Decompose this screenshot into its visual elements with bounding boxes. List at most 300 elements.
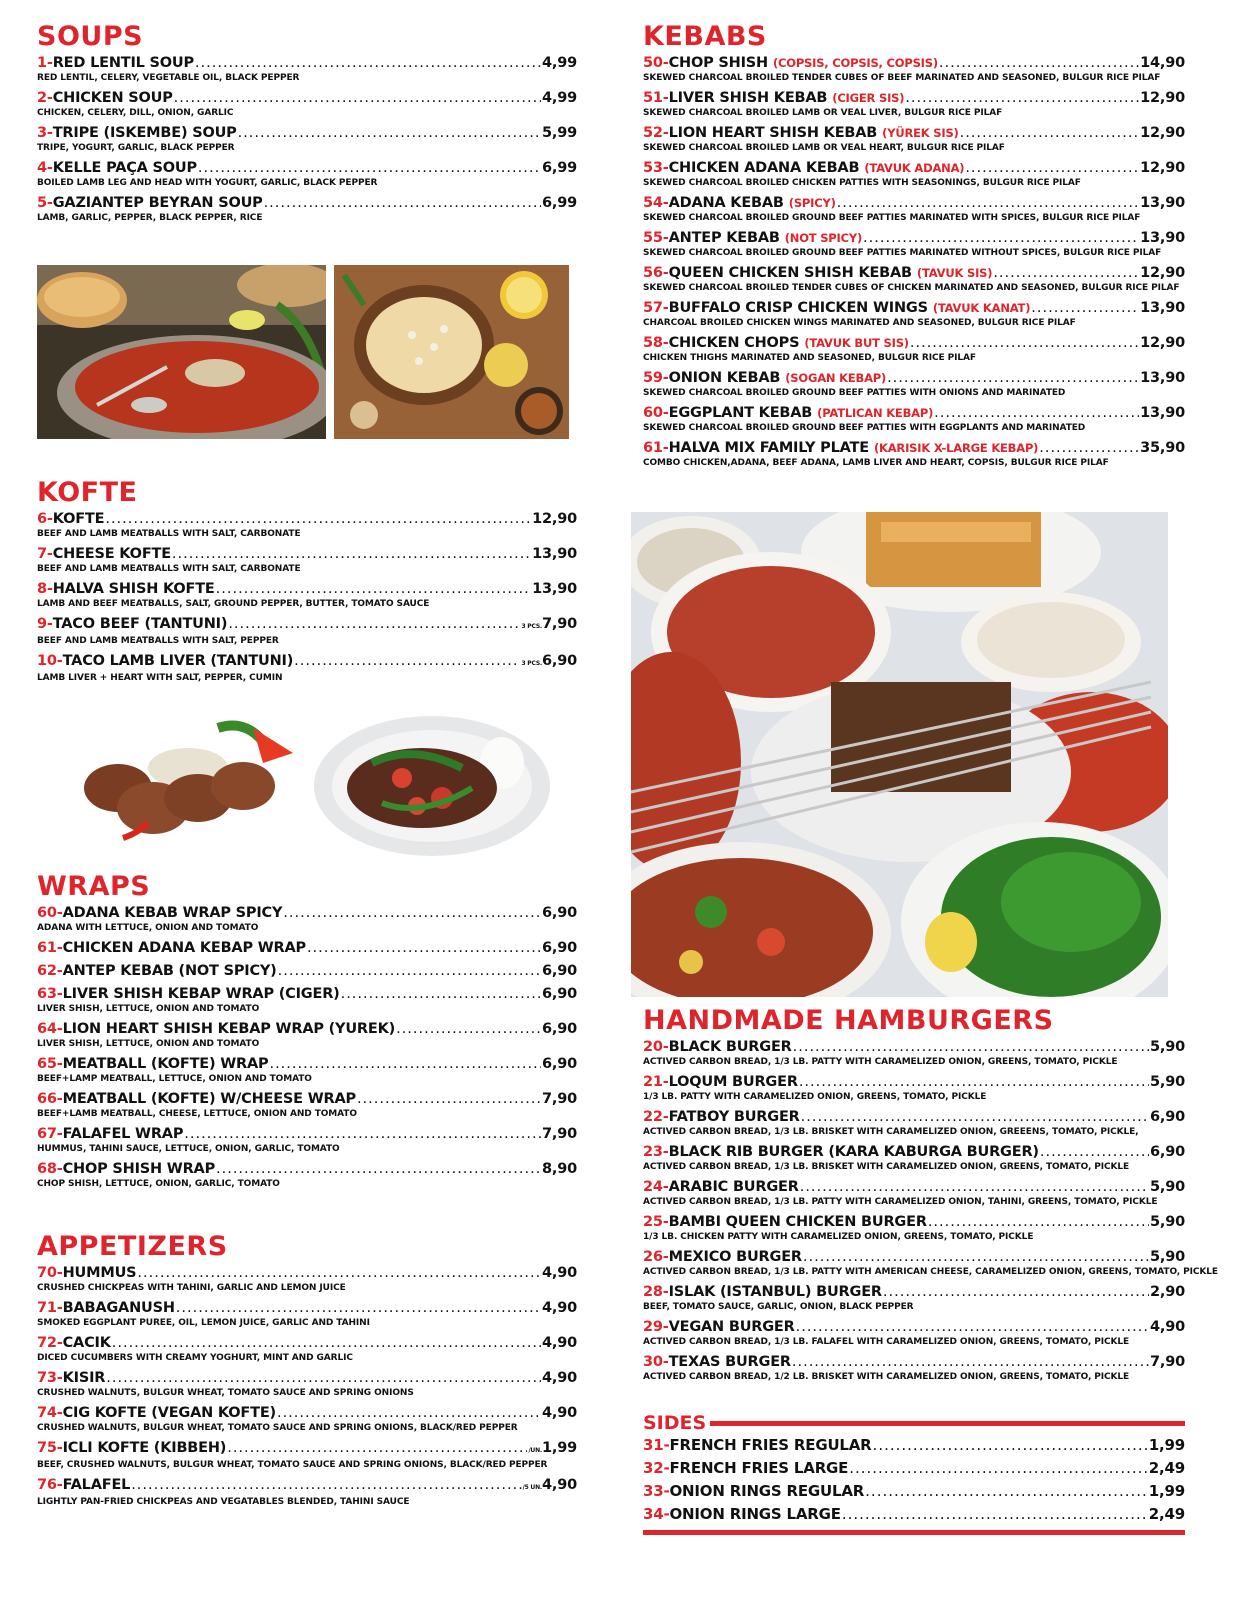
item-description: LAMB LIVER + HEART WITH SALT, PEPPER, CUMIN	[37, 673, 283, 683]
item-number: 60-	[643, 405, 669, 421]
item-number: 30-	[643, 1354, 669, 1370]
item-name: ONION RINGS LARGE	[669, 1505, 841, 1523]
section-title-hamburgers: HANDMADE HAMBURGERS	[643, 1005, 1054, 1036]
item-name: CHICKEN SOUP	[52, 90, 173, 106]
menu-item	[37, 1125, 577, 1155]
item-number: 23-	[643, 1144, 669, 1160]
item-number: 58-	[643, 335, 669, 351]
dot-leader	[873, 1434, 1148, 1457]
dot-leader	[934, 404, 1139, 423]
item-number: 59-	[643, 370, 669, 386]
item-price: 6,90	[542, 963, 577, 979]
menu-item	[37, 904, 577, 934]
menu-item-row	[37, 652, 577, 673]
dot-leader	[174, 89, 541, 108]
item-price: 14,90	[1140, 55, 1185, 71]
dot-leader	[105, 510, 531, 529]
menu-item	[643, 1143, 1185, 1173]
dot-leader	[842, 1503, 1148, 1526]
dot-leader	[195, 54, 541, 73]
item-description: ADANA WITH LETTUCE, ONION AND TOMATO	[37, 923, 259, 933]
menu-item-row	[37, 1369, 577, 1388]
item-name: ADANA KEBAB	[668, 195, 784, 211]
dot-leader	[216, 1160, 541, 1179]
item-description: LAMB, GARLIC, PEPPER, BLACK PEPPER, RICE	[37, 213, 263, 223]
item-description: BEEF AND LAMB MEATBALLS WITH SALT, CARBONATE	[37, 529, 301, 539]
item-number: 50-	[643, 55, 669, 71]
dot-leader	[396, 1020, 541, 1039]
menu-item-row	[643, 439, 1185, 458]
item-number: 4-	[37, 160, 53, 176]
menu-item	[37, 1160, 577, 1190]
item-price: 6,90	[542, 986, 577, 1002]
dot-leader	[264, 194, 541, 213]
item-price: 4,90	[1150, 1319, 1185, 1335]
item-number: 61-	[643, 440, 669, 456]
item-alt-name: (TAVUK ADANA)	[864, 161, 965, 175]
item-price: 6,90	[1150, 1144, 1185, 1160]
item-description: COMBO CHICKEN,ADANA, BEEF ADANA, LAMB LIVER AND HEART, COPSIS, BULGUR RICE PILAF	[643, 458, 1109, 468]
section-kebabs	[643, 20, 1185, 474]
item-price: 5,90	[1150, 1179, 1185, 1195]
section-title-wraps: WRAPS	[37, 871, 151, 902]
menu-item-row	[643, 1143, 1185, 1162]
item-price: 4,90	[542, 1477, 577, 1493]
item-description: SKEWED CHARCOAL BROILED GROUND BEEF PATTIES MARINATED WITHOUT SPICES, BULGUR RICE PILAF	[643, 248, 1162, 258]
item-description: LIVER SHISH, LETTUCE, ONION AND TOMATO	[37, 1004, 260, 1014]
item-description: ACTIVED CARBON BREAD, 1/2 LB. BRISKET WITH CARAMELIZED ONION, GREENS, TOMATO, PICKLE	[643, 1372, 1130, 1382]
menu-item-row	[643, 1073, 1185, 1092]
dot-leader	[863, 229, 1139, 248]
item-alt-name: (SOGAN KEBAP)	[785, 371, 887, 385]
dot-leader	[137, 1264, 541, 1283]
item-price: 13,90	[532, 581, 577, 597]
menu-item-row	[643, 159, 1185, 178]
menu-item-row	[37, 1439, 577, 1460]
item-description: CHARCOAL BROILED CHICKEN WINGS MARINATED AND SEASONED, BULGUR RICE PILAF	[643, 318, 1076, 328]
menu-item-row	[643, 229, 1185, 248]
item-price: 6,90	[542, 1021, 577, 1037]
item-name: HALVA SHISH KOFTE	[52, 581, 215, 597]
kebabs-list	[643, 54, 1185, 469]
menu-item	[643, 1108, 1185, 1138]
dot-leader	[928, 1213, 1149, 1232]
item-number: 70-	[37, 1265, 63, 1281]
item-name: MEATBALL (KOFTE) W/CHEESE WRAP	[62, 1091, 356, 1107]
tantuni-plate-photo	[312, 708, 552, 858]
item-price: 6,90	[542, 940, 577, 956]
dot-leader	[796, 1318, 1149, 1337]
item-name: FALAFEL WRAP	[62, 1126, 184, 1142]
item-number: 71-	[37, 1300, 63, 1316]
item-alt-name: (PATLICAN KEBAP)	[817, 406, 934, 420]
dot-leader	[172, 545, 531, 564]
item-name: VEGAN BURGER	[668, 1319, 795, 1335]
menu-item-row	[643, 1038, 1185, 1057]
dot-leader	[803, 1248, 1149, 1267]
item-name: CIG KOFTE (VEGAN KOFTE)	[62, 1405, 276, 1421]
item-number: 60-	[37, 905, 63, 921]
menu-item	[643, 1503, 1185, 1526]
item-price: 12,90	[1140, 265, 1185, 281]
item-number: 9-	[37, 616, 53, 632]
item-name: TEXAS BURGER	[668, 1354, 791, 1370]
item-price: 8,90	[542, 1161, 577, 1177]
dot-leader	[792, 1353, 1149, 1372]
item-price: 12,90	[1140, 335, 1185, 351]
item-name: FRENCH FRIES LARGE	[669, 1459, 849, 1477]
menu-item	[643, 229, 1185, 259]
item-price: 7,90	[1150, 1354, 1185, 1370]
item-name: ANTEP KEBAB	[668, 230, 780, 246]
menu-item	[37, 89, 577, 119]
item-name: RED LENTIL SOUP	[52, 55, 194, 71]
menu-item-row	[37, 545, 577, 564]
dot-leader	[269, 1055, 541, 1074]
item-name: BAMBI QUEEN CHICKEN BURGER	[668, 1214, 927, 1230]
item-price: 7,90	[542, 1091, 577, 1107]
menu-item-row	[37, 1404, 577, 1423]
menu-item	[37, 545, 577, 575]
item-quantity: /5 UN.	[522, 1484, 543, 1491]
item-name: CACIK	[62, 1335, 111, 1351]
item-description: ACTIVED CARBON BREAD, 1/3 LB. BRISKET WITH CARAMELIZED ONION, GREENS, TOMATO, PICKLE	[643, 1162, 1130, 1172]
item-price: 4,90	[542, 1405, 577, 1421]
item-name: CHICKEN ADANA KEBAP WRAP	[62, 940, 306, 956]
menu-item	[643, 439, 1185, 469]
menu-item-row	[37, 904, 577, 923]
item-name: CHICKEN ADANA KEBAB	[668, 160, 860, 176]
item-price: 5,99	[542, 125, 577, 141]
item-price: 7,90	[542, 1126, 577, 1142]
menu-item	[643, 159, 1185, 189]
item-description: ACTIVED CARBON BREAD, 1/3 LB. FALAFEL WITH CARAMELIZED ONION, GREENS, TOMATO, PICKLE	[643, 1337, 1130, 1347]
item-quantity: 3 PCS.	[521, 660, 543, 667]
item-alt-name: (YÜREK SIS)	[882, 126, 959, 140]
item-price: 6,99	[542, 195, 577, 211]
section-sides	[643, 1412, 1185, 1535]
item-name: BABAGANUSH	[62, 1300, 175, 1316]
item-price: 6,90	[542, 653, 577, 669]
sides-list	[643, 1434, 1185, 1526]
menu-item-row	[37, 1334, 577, 1353]
item-number: 76-	[37, 1477, 63, 1493]
item-number: 54-	[643, 195, 669, 211]
menu-item-row	[37, 939, 577, 958]
section-kofte	[37, 476, 577, 689]
item-name: CHEESE KOFTE	[52, 546, 171, 562]
menu-item-row	[643, 124, 1185, 143]
menu-item	[37, 615, 577, 647]
dot-leader	[965, 159, 1139, 178]
dot-leader	[905, 89, 1139, 108]
item-price: 13,90	[1140, 300, 1185, 316]
menu-item	[37, 194, 577, 224]
section-title-kofte: KOFTE	[37, 477, 138, 508]
menu-item	[643, 1073, 1185, 1103]
item-number: 72-	[37, 1335, 63, 1351]
item-description: CHICKEN, CELERY, DILL, ONION, GARLIC	[37, 108, 234, 118]
menu-item	[643, 54, 1185, 84]
menu-item-row	[643, 1283, 1185, 1302]
item-name: KISIR	[62, 1370, 106, 1386]
item-number: 26-	[643, 1249, 669, 1265]
item-description: SKEWED CHARCOAL BROILED TENDER CUBES OF CHICKEN MARINATED AND SEASONED, BULGUR RICE PILAF	[643, 283, 1180, 293]
item-number: 55-	[643, 230, 669, 246]
dot-leader	[960, 124, 1140, 143]
soup-white-photo	[334, 265, 569, 439]
item-description: LIGHTLY PAN-FRIED CHICKPEAS AND VEGATABLES BLENDED, TAHINI SAUCE	[37, 1497, 410, 1507]
item-description: ACTIVED CARBON BREAD, 1/3 LB. PATTY WITH CARAMELIZED ONION, GREENS, TOMATO, PICKLE	[643, 1057, 1118, 1067]
item-price: 6,90	[1150, 1109, 1185, 1125]
item-name: BUFFALO CRISP CHICKEN WINGS	[668, 300, 928, 316]
section-title-sides: SIDES	[643, 1412, 707, 1434]
menu-item-row	[37, 985, 577, 1004]
dot-leader	[910, 334, 1139, 353]
item-price: 5,90	[1150, 1249, 1185, 1265]
item-price: 12,90	[1140, 90, 1185, 106]
dot-leader	[228, 615, 520, 634]
item-price: 4,90	[542, 1335, 577, 1351]
dot-leader	[865, 1480, 1148, 1503]
item-price: 5,90	[1150, 1074, 1185, 1090]
menu-item-row	[643, 264, 1185, 283]
item-number: 22-	[643, 1109, 669, 1125]
item-number: 28-	[643, 1284, 669, 1300]
item-alt-name: (TAVUK SIS)	[916, 266, 993, 280]
menu-item	[37, 159, 577, 189]
item-description: TRIPE, YOGURT, GARLIC, BLACK PEPPER	[37, 143, 235, 153]
dot-leader	[106, 1369, 541, 1388]
item-number: 2-	[37, 90, 53, 106]
item-alt-name: (SPICY)	[788, 196, 836, 210]
item-name: FALAFEL	[62, 1477, 131, 1493]
item-price: 13,90	[1140, 230, 1185, 246]
menu-item-row	[643, 1353, 1185, 1372]
section-wraps	[37, 870, 577, 1195]
item-name: FATBOY BURGER	[668, 1109, 800, 1125]
item-name: FRENCH FRIES REGULAR	[669, 1436, 872, 1454]
item-price: 12,90	[1140, 125, 1185, 141]
item-description: BEEF+LAMP MEATBALL, LETTUCE, ONION AND TOMATO	[37, 1074, 312, 1084]
item-number: 8-	[37, 581, 53, 597]
dot-leader	[341, 985, 541, 1004]
menu-item-row	[643, 1213, 1185, 1232]
item-number: 56-	[643, 265, 669, 281]
item-price: 13,90	[1140, 370, 1185, 386]
item-name: CHOP SHISH	[668, 55, 768, 71]
item-price: 5,90	[1150, 1214, 1185, 1230]
item-price: 13,90	[1140, 195, 1185, 211]
item-number: 34-	[643, 1505, 670, 1523]
item-description: SKEWED CHARCOAL BROILED LAMB OR VEAL LIVER, BULGUR RICE PILAF	[643, 108, 1003, 118]
dot-leader	[307, 939, 541, 958]
item-number: 25-	[643, 1214, 669, 1230]
item-name: ONION KEBAB	[668, 370, 781, 386]
item-name: LIVER SHISH KEBAP WRAP (CIGER)	[62, 986, 340, 1002]
menu-item	[643, 334, 1185, 364]
menu-item	[37, 1264, 577, 1294]
item-price: 12,90	[532, 511, 577, 527]
menu-item-row	[37, 510, 577, 529]
dot-leader	[277, 1404, 541, 1423]
menu-item-row	[37, 124, 577, 143]
menu-item-row	[37, 1055, 577, 1074]
item-number: 53-	[643, 160, 669, 176]
menu-item	[37, 1439, 577, 1471]
section-appetizers	[37, 1230, 577, 1513]
menu-item	[643, 89, 1185, 119]
menu-item-row	[643, 404, 1185, 423]
dot-leader	[131, 1476, 521, 1495]
item-number: 68-	[37, 1161, 63, 1177]
item-alt-name: (TAVUK BUT SIS)	[804, 336, 909, 350]
menu-item	[643, 404, 1185, 434]
item-description: CHOP SHISH, LETTUCE, ONION, GARLIC, TOMATO	[37, 1179, 280, 1189]
item-name: ARABIC BURGER	[668, 1179, 799, 1195]
menu-item	[643, 1480, 1185, 1503]
item-number: 57-	[643, 300, 669, 316]
item-price: 2,49	[1148, 1505, 1185, 1523]
item-description: LAMB AND BEEF MEATBALLS, SALT, GROUND PEPPER, BUTTER, TOMATO SAUCE	[37, 599, 430, 609]
menu-item	[37, 580, 577, 610]
dot-leader	[294, 652, 520, 671]
section-hamburgers	[643, 1004, 1218, 1388]
item-number: 62-	[37, 963, 63, 979]
menu-item	[643, 1038, 1185, 1068]
item-name: KELLE PAÇA SOUP	[52, 160, 197, 176]
item-description: 1/3 LB. PATTY WITH CARAMELIZED ONION, GREENS, TOMATO, PICKLE	[643, 1092, 987, 1102]
item-name: BLACK RIB BURGER (KARA KABURGA BURGER)	[668, 1144, 1039, 1160]
menu-item	[643, 1318, 1185, 1348]
menu-item-row	[643, 194, 1185, 213]
item-price: 4,90	[542, 1300, 577, 1316]
item-name: LION HEART SHISH KEBAP WRAP (YUREK)	[62, 1021, 396, 1037]
item-name: ICLI KOFTE (KIBBEH)	[62, 1440, 227, 1456]
item-number: 5-	[37, 195, 53, 211]
item-quantity: /UN.	[528, 1447, 543, 1454]
divider	[710, 1421, 1185, 1426]
item-price: 1,99	[542, 1440, 577, 1456]
menu-item-row	[643, 1248, 1185, 1267]
item-name: QUEEN CHICKEN SHISH KEBAB	[668, 265, 912, 281]
menu-item	[37, 54, 577, 84]
menu-item	[37, 124, 577, 154]
item-description: SKEWED CHARCOAL BROILED CHICKEN PATTIES WITH SEASONINGS, BULGUR RICE PILAF	[643, 178, 1081, 188]
menu-item-row	[37, 54, 577, 73]
dot-leader	[1039, 439, 1139, 458]
item-price: 6,90	[542, 1056, 577, 1072]
item-price: 2,90	[1150, 1284, 1185, 1300]
item-number: 66-	[37, 1091, 63, 1107]
menu-item-row	[37, 194, 577, 213]
item-number: 21-	[643, 1074, 669, 1090]
menu-item-row	[37, 1264, 577, 1283]
item-price: 13,90	[1140, 405, 1185, 421]
item-price: 4,99	[542, 55, 577, 71]
item-description: CRUSHED CHICKPEAS WITH TAHINI, GARLIC AND LEMON JUICE	[37, 1283, 346, 1293]
section-title-kebabs: KEBABS	[643, 21, 767, 52]
item-description: CHICKEN THIGHS MARINATED AND SEASONED, BULGUR RICE PILAF	[643, 353, 976, 363]
item-name: KOFTE	[52, 511, 105, 527]
item-price: 6,99	[542, 160, 577, 176]
menu-item	[37, 939, 577, 958]
item-number: 51-	[643, 90, 669, 106]
menu-item-row	[643, 299, 1185, 318]
dot-leader	[112, 1334, 541, 1353]
item-name: BLACK BURGER	[668, 1039, 792, 1055]
item-number: 61-	[37, 940, 63, 956]
menu-item	[37, 1476, 577, 1508]
item-quantity: 3 PCS.	[521, 623, 543, 630]
menu-item-row	[643, 334, 1185, 353]
item-description: BEEF, TOMATO SAUCE, GARLIC, ONION, BLACK PEPPER	[643, 1302, 914, 1312]
menu-item-row	[643, 54, 1185, 73]
menu-item-row	[643, 1434, 1185, 1457]
item-description: BEEF AND LAMB MEATBALLS WITH SALT, CARBONATE	[37, 564, 301, 574]
item-name: ADANA KEBAB WRAP SPICY	[62, 905, 283, 921]
menu-item	[37, 652, 577, 684]
dot-leader	[1040, 1143, 1149, 1162]
dot-leader	[216, 580, 531, 599]
wraps-list	[37, 904, 577, 1190]
menu-item	[643, 1434, 1185, 1457]
item-description: ACTIVED CARBON BREAD, 1/3 LB. PATTY WITH AMERICAN CHEESE, CARAMELIZED ONION, GREENS, TOMATO, PICKLE	[643, 1267, 1218, 1277]
dot-leader	[801, 1108, 1149, 1127]
item-description: BOILED LAMB LEG AND HEAD WITH YOGURT, GARLIC, BLACK PEPPER	[37, 178, 378, 188]
dot-leader	[793, 1038, 1149, 1057]
dot-leader	[849, 1457, 1148, 1480]
item-description: RED LENTIL, CELERY, VEGETABLE OIL, BLACK PEPPER	[37, 73, 300, 83]
item-price: 7,90	[542, 616, 577, 632]
item-number: 3-	[37, 125, 53, 141]
item-description: DICED CUCUMBERS WITH CREAMY YOGHURT, MINT AND GARLIC	[37, 1353, 353, 1363]
dot-leader	[887, 369, 1139, 388]
menu-item-row	[643, 1503, 1185, 1526]
menu-item-row	[37, 580, 577, 599]
section-title-appetizers: APPETIZERS	[37, 1231, 228, 1262]
item-name: ISLAK (ISTANBUL) BURGER	[668, 1284, 882, 1300]
item-price: 1,99	[1148, 1482, 1185, 1500]
dot-leader	[238, 124, 541, 143]
item-number: 67-	[37, 1126, 63, 1142]
menu-item	[643, 1457, 1185, 1480]
item-price: 1,99	[1148, 1436, 1185, 1454]
item-name: TRIPE (ISKEMBE) SOUP	[52, 125, 237, 141]
menu-item-row	[37, 962, 577, 981]
dot-leader	[993, 264, 1139, 283]
menu-item	[37, 1055, 577, 1085]
item-price: 4,99	[542, 90, 577, 106]
menu-item	[37, 1369, 577, 1399]
item-description: SMOKED EGGPLANT PUREE, OIL, LEMON JUICE, GARLIC AND TAHINI	[37, 1318, 370, 1328]
dot-leader	[883, 1283, 1149, 1302]
item-number: 24-	[643, 1179, 669, 1195]
item-number: 64-	[37, 1021, 63, 1037]
menu-item	[643, 299, 1185, 329]
item-name: MEXICO BURGER	[668, 1249, 802, 1265]
item-alt-name: (TAVUK KANAT)	[932, 301, 1031, 315]
item-number: 6-	[37, 511, 53, 527]
item-description: BEEF, CRUSHED WALNUTS, BULGUR WHEAT, TOMATO SAUCE AND SPRING ONIONS, BLACK/RED PEPPER	[37, 1460, 548, 1470]
item-alt-name: (COPSIS, COPSIS, COPSIS)	[772, 56, 938, 70]
item-price: 4,90	[542, 1370, 577, 1386]
section-title-soups: SOUPS	[37, 21, 144, 52]
item-name: MEATBALL (KOFTE) WRAP	[62, 1056, 269, 1072]
item-description: SKEWED CHARCOAL BROILED GROUND BEEF PATTIES MARINATED WITH SPICES, BULGUR RICE PILAF	[643, 213, 1141, 223]
menu-item-row	[643, 89, 1185, 108]
item-name: TACO BEEF (TANTUNI)	[52, 616, 228, 632]
